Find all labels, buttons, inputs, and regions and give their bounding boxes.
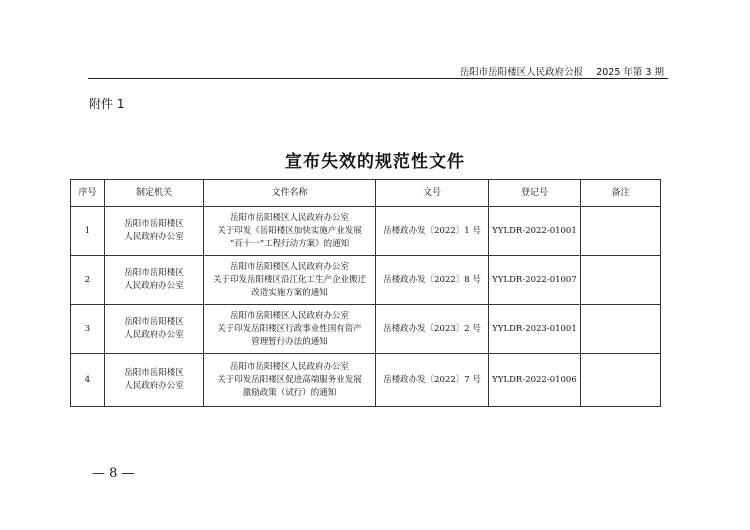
registration-number-cell: YYLDR-2023-01001: [489, 305, 581, 354]
document-number-cell: 岳楼政办发〔2022〕1 号: [376, 207, 489, 256]
agency-cell: [105, 305, 204, 354]
table-row: [71, 207, 661, 256]
remarks-cell: [581, 256, 661, 305]
column-header-remarks: 备注: [581, 180, 661, 207]
column-header-registration-number: 登记号: [489, 180, 581, 207]
document-name-line: 改造实施方案的通知: [251, 287, 328, 298]
document-name-line: 关于印发岳阳楼区促进高端服务业发展: [217, 374, 362, 385]
agency-line: 人民政府办公室: [124, 281, 184, 291]
remarks-cell: [581, 207, 661, 256]
document-number-cell: 岳楼政办发〔2023〕2 号: [376, 305, 489, 354]
agency-line: 岳阳市岳阳楼区: [124, 368, 184, 378]
column-header-index: 序号: [71, 180, 105, 207]
agency-line: 人民政府办公室: [124, 232, 184, 242]
remarks-cell: [581, 354, 661, 407]
header-rule: [88, 78, 668, 79]
agency-line: 岳阳市岳阳楼区: [124, 219, 184, 229]
document-name-line: 岳阳市岳阳楼区人民政府办公室: [229, 310, 349, 321]
remarks-cell: [581, 305, 661, 354]
attachment-label: 附件 1: [89, 97, 125, 111]
table-row: [71, 305, 661, 354]
document-name-line: 岳阳市岳阳楼区人民政府办公室: [229, 261, 349, 272]
document-name-line: 关于印发《岳阳楼区加快实施产业发展: [217, 225, 362, 236]
row-index: 1: [71, 207, 105, 256]
page-number: — 8 —: [92, 466, 135, 481]
registration-number-cell: YYLDR-2022-01001: [489, 207, 581, 256]
document-name-line: 岳阳市岳阳楼区人民政府办公室: [229, 361, 349, 372]
row-index: 3: [71, 305, 105, 354]
agency-line: 岳阳市岳阳楼区: [124, 268, 184, 278]
row-index: 4: [71, 354, 105, 407]
document-name-cell: [204, 256, 376, 305]
agency-line: 人民政府办公室: [124, 381, 184, 391]
document-number-cell: 岳楼政办发〔2022〕7 号: [376, 354, 489, 407]
column-header-agency: 制定机关: [105, 180, 204, 207]
agency-cell: [105, 207, 204, 256]
row-index: 2: [71, 256, 105, 305]
document-name-line: 关于印发岳阳楼区行政事业性国有资产: [217, 323, 362, 334]
document-name-line: 管理暂行办法的通知: [251, 336, 328, 347]
page-title: 宣布失效的规范性文件: [285, 152, 465, 172]
agency-cell: [105, 354, 204, 407]
agency-line: 岳阳市岳阳楼区: [124, 317, 184, 327]
registration-number-cell: YYLDR-2022-01007: [489, 256, 581, 305]
document-number-cell: 岳楼政办发〔2022〕8 号: [376, 256, 489, 305]
invalidated-documents-table: [70, 179, 661, 407]
registration-number-cell: YYLDR-2022-01006: [489, 354, 581, 407]
document-name-line: “百十一”工程行动方案》的通知: [229, 238, 350, 249]
column-header-document-number: 文号: [376, 180, 489, 207]
document-name-line: 岳阳市岳阳楼区人民政府办公室: [229, 212, 349, 223]
publication-name: 岳阳市岳阳楼区人民政府公报: [459, 67, 584, 78]
document-name-line: 激励政策（试行）的通知: [242, 387, 337, 398]
document-name-cell: [204, 305, 376, 354]
document-name-line: 关于印发岳阳楼区沿江化工生产企业搬迁: [212, 274, 366, 285]
table-row: [71, 354, 661, 407]
issue-number: 2025 年第 3 期: [596, 67, 664, 78]
column-header-document-name: 文件名称: [204, 180, 376, 207]
agency-line: 人民政府办公室: [124, 330, 184, 340]
document-name-cell: [204, 354, 376, 407]
table-header-row: [71, 180, 661, 207]
agency-cell: [105, 256, 204, 305]
bulletin-header: [460, 64, 664, 78]
table-row: [71, 256, 661, 305]
document-name-cell: [204, 207, 376, 256]
